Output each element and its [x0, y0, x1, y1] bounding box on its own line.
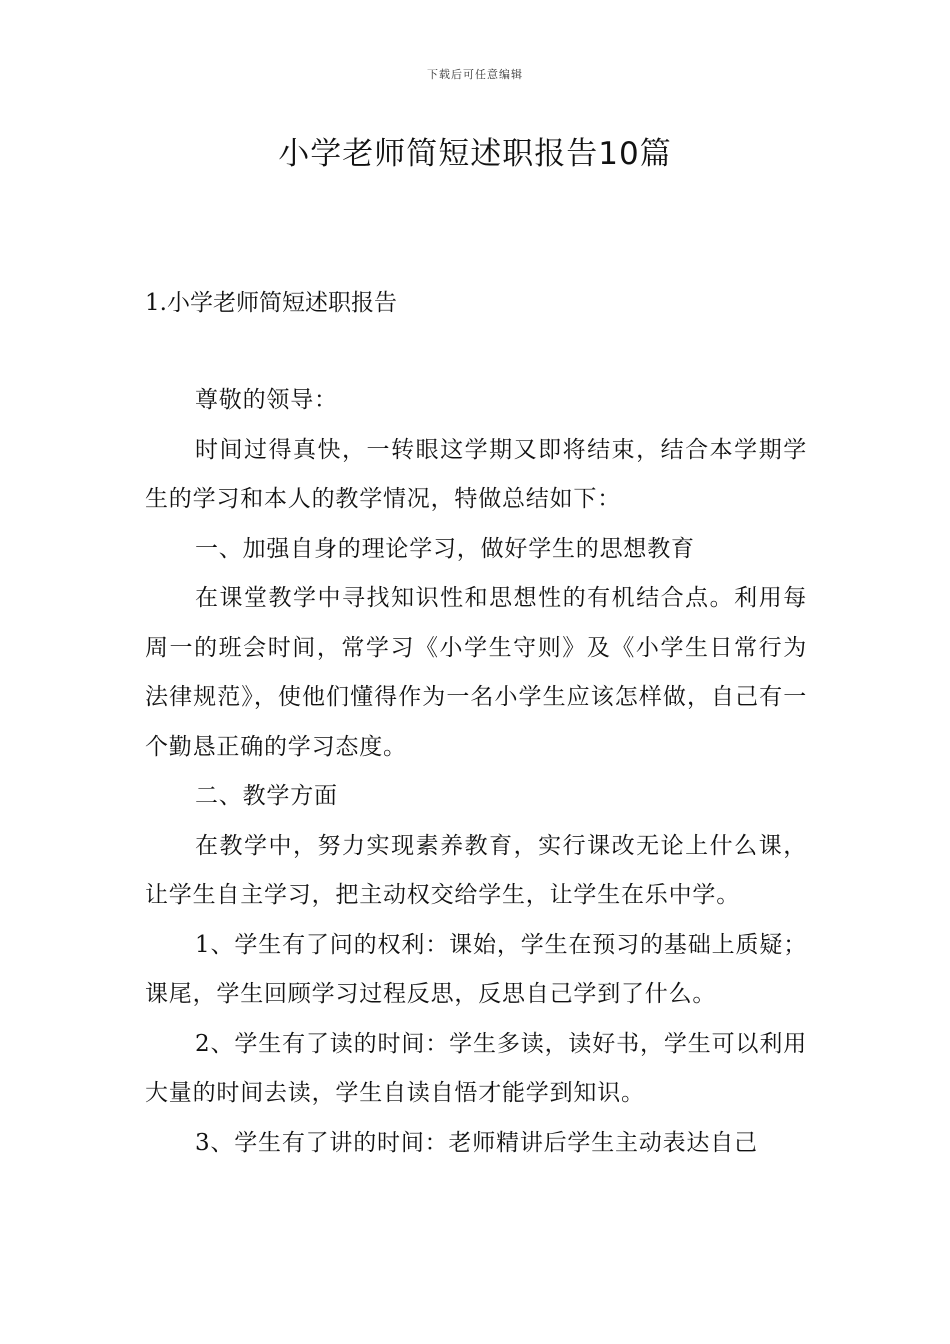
subsection-heading: 二、教学方面 — [195, 783, 338, 809]
list-item: 1、学生有了问的权利：课始，学生在预习的基础上质疑；课尾，学生回顾学习过程反思，反思自己学到了什么。 — [145, 931, 807, 1007]
document-title: 小学老师简短述职报告10篇 — [278, 136, 672, 172]
header-note: 下载后可任意编辑 — [427, 68, 523, 81]
subsection-heading: 一、加强自身的理论学习，做好学生的思想教育 — [195, 535, 695, 562]
section-heading: 1.小学老师简短述职报告 — [145, 290, 397, 316]
list-item: 2、学生有了读的时间：学生多读，读好书，学生可以利用大量的时间去读，学生自读自悟才能学到知识。 — [145, 1030, 807, 1106]
list-item: 3、学生有了讲的时间：老师精讲后学生主动表达自己 — [195, 1129, 758, 1156]
body-paragraph: 时间过得真快，一转眼这学期又即将结束，结合本学期学生的学习和本人的教学情况，特做总结如下： — [145, 436, 807, 512]
document-body — [145, 376, 807, 1168]
body-paragraph: 在课堂教学中寻找知识性和思想性的有机结合点。利用每周一的班会时间，常学习《小学生守则》及《小学生日常行为法律规范》，使他们懂得作为一名小学生应该怎样做，自己有一个勤恳正确的学习态度。 — [145, 585, 807, 760]
salutation: 尊敬的领导： — [195, 387, 338, 413]
body-paragraph: 在教学中，努力实现素养教育，实行课改无论上什么课，让学生自主学习，把主动权交给学生，让学生在乐中学。 — [145, 832, 807, 908]
